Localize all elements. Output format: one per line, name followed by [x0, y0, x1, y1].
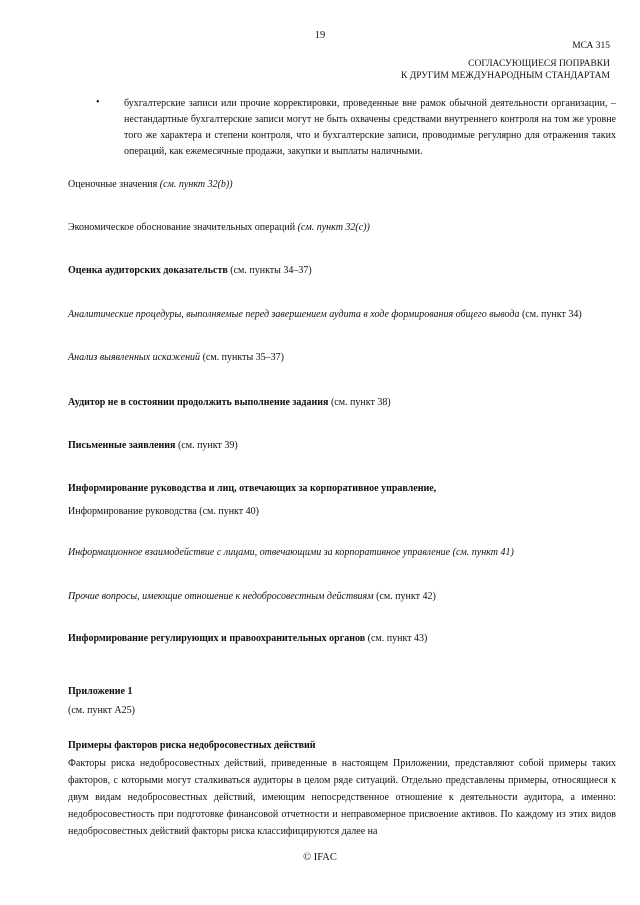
regulators-ref: (см. пункт 43): [365, 633, 428, 644]
evaluation-title: Оценка аудиторских доказательств: [68, 265, 228, 276]
analytical-line: [68, 306, 616, 323]
doc-code: МСА 315: [572, 41, 610, 51]
analytical-ref: (см. пункт 34): [519, 309, 582, 320]
misstatements-ref: (см. пункты 35–37): [200, 352, 285, 363]
unable-title: Аудитор не в состоянии продолжить выполнение задания: [68, 397, 329, 408]
written-heading: [68, 439, 616, 454]
running-title-2: К ДРУГИМ МЕЖДУНАРОДНЫМ СТАНДАРТАМ: [401, 71, 610, 81]
running-title-1: СОГЛАСУЮЩИЕСЯ ПОПРАВКИ: [468, 59, 610, 69]
bullet-text: бухгалтерские записи или прочие корректировки, проведенные вне рамок обычной деятельности организации, – нестандартные бухгалтерские записи могут не быть охвачены средствами внутреннего контроля на том же уровне того же характера и степени контроля, что и бухгалтерские записи, проводимые регулярно для отражения таких операций, как ежемесячные продажи, закупки и выплаты наличными.: [124, 98, 616, 157]
estimates-line: [68, 178, 616, 193]
regulators-title: Информирование регулирующих и правоохранительных органов: [68, 633, 366, 644]
other-matters-line: [68, 590, 616, 605]
communication-management: Информирование руководства (см. пункт 40): [68, 506, 259, 517]
evaluation-heading: [68, 264, 616, 279]
footer-copyright: © IFAC: [303, 852, 337, 863]
appendix-title: Приложение 1: [68, 686, 133, 697]
written-ref: (см. пункт 39): [175, 440, 238, 451]
other-matters-title: Прочие вопросы, имеющие отношение к недобросовестным действиям: [68, 591, 374, 602]
misstatements-line: [68, 351, 616, 366]
analytical-title: Аналитические процедуры, выполняемые перед завершением аудита в ходе формирования общего вывода: [68, 309, 520, 320]
written-title: Письменные заявления: [68, 440, 176, 451]
unable-ref: (см. пункт 38): [328, 397, 391, 408]
appendix-ref: (см. пункт А25): [68, 705, 135, 716]
rationale-line: [68, 221, 616, 236]
appendix-heading: Примеры факторов риска недобросовестных действий: [68, 740, 316, 751]
bullet-list-item: [96, 96, 616, 160]
appendix-body: Факторы риска недобросовестных действий, приведенные в настоящем Приложении, представляют собой примеры таких факторов, с которыми могут сталкиваться аудиторы в целом ряде ситуаций. Отдельно представлены примеры, относящиеся к двум видам недобросовестных действий, имеющим непосредственное отношение к деятельности аудитора, а именно: недобросовестность при подготовке финансовой отчетности и неправомерное присвоение активов. По каждому из этих видов недобросовестных действий факторы риска классифицируются далее на: [68, 758, 616, 837]
unable-heading: [68, 396, 616, 411]
regulators-heading: [68, 632, 616, 647]
bullet-symbol: •: [96, 97, 100, 108]
other-matters-ref: (см. пункт 42): [373, 591, 436, 602]
page-number: 19: [314, 30, 326, 41]
rationale-label: Экономическое обоснование значительных операций: [68, 222, 298, 233]
communication-heading: Информирование руководства и лиц, отвечающих за корпоративное управление,: [68, 483, 437, 494]
rationale-ref: (см. пункт 32(c)): [297, 222, 370, 233]
communication-tcwg: Информационное взаимодействие с лицами, отвечающими за корпоративное управление (см. пункт 41): [68, 547, 514, 558]
estimates-ref: (см. пункт 32(b)): [159, 179, 233, 190]
misstatements-title: Анализ выявленных искажений: [68, 352, 201, 363]
evaluation-ref: (см. пункты 34–37): [227, 265, 312, 276]
estimates-label: Оценочные значения: [68, 179, 160, 190]
